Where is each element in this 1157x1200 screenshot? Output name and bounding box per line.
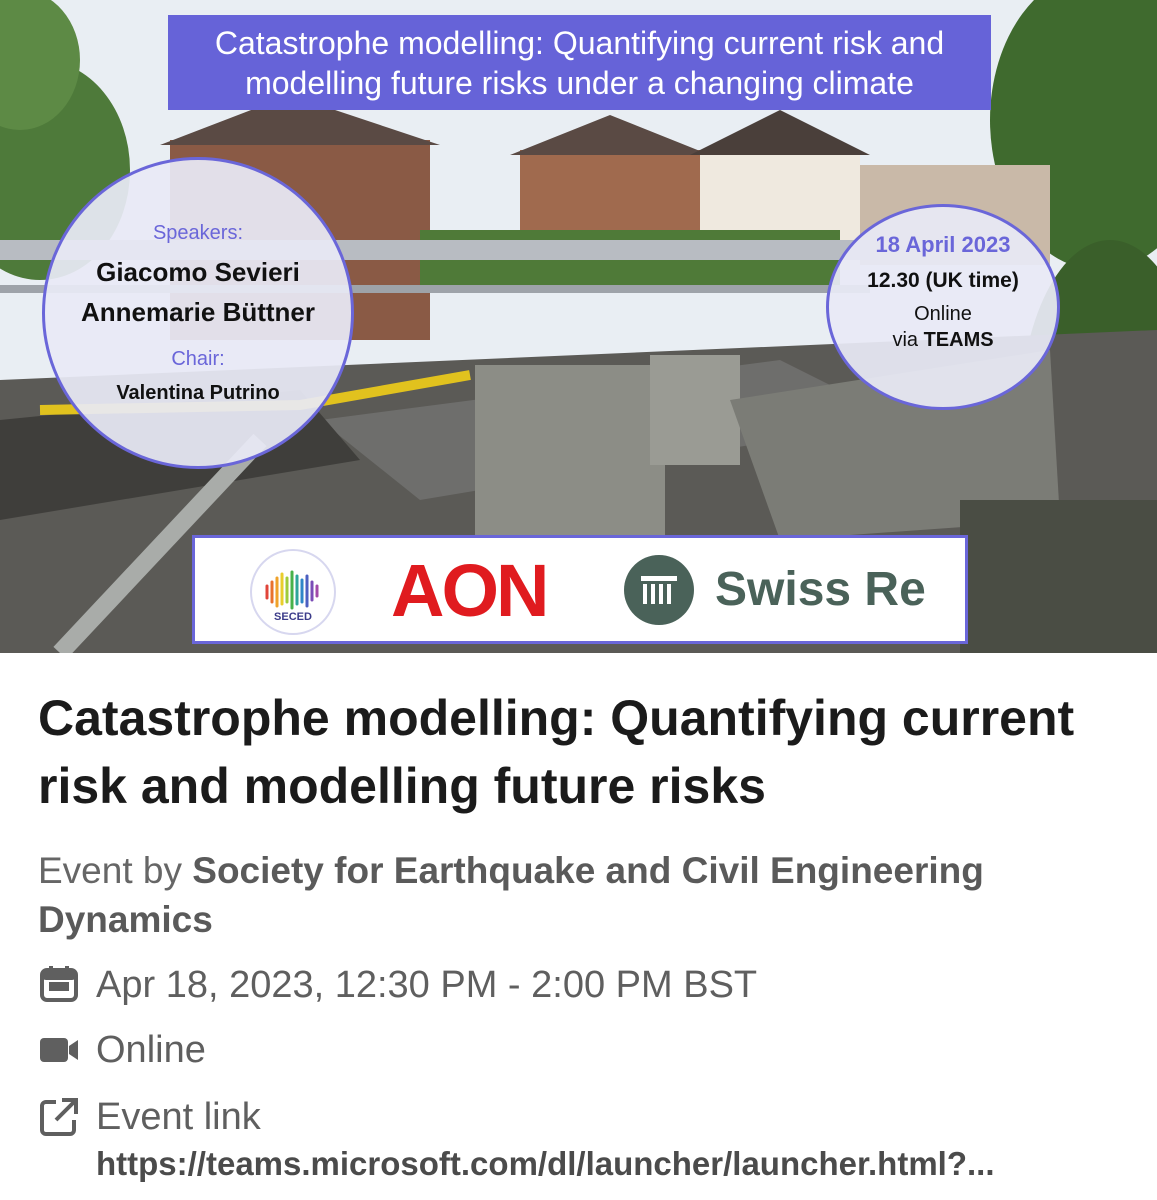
swiss-re-logo: Swiss Re: [715, 563, 926, 616]
date-circle: [826, 204, 1060, 410]
event-organizer-link[interactable]: Society for Earthquake and Civil Engineering Dynamics: [38, 850, 984, 940]
aon-logo: AON: [391, 549, 547, 632]
event-datetime: Apr 18, 2023, 12:30 PM - 2:00 PM BST: [96, 964, 758, 1006]
event-by-prefix: Event by: [38, 850, 193, 891]
event-title: Catastrophe modelling: Quantifying current risk and modelling future risks: [38, 690, 1075, 814]
banner-title-line-2: modelling future risks under a changing climate: [245, 65, 914, 101]
banner-via-prefix: via: [892, 329, 924, 351]
banner-online: Online: [914, 303, 972, 325]
speaker-name-1: Giacomo Sevieri: [96, 257, 300, 287]
swiss-re-pillar-icon: [623, 554, 695, 626]
chair-label: Chair:: [171, 348, 225, 370]
seced-logo-icon: [249, 548, 337, 636]
event-link-label[interactable]: Event link: [96, 1096, 261, 1138]
banner-title-line-1: Catastrophe modelling: Quantifying current risk and: [214, 25, 945, 61]
speaker-name-2: Annemarie Büttner: [80, 297, 316, 327]
event-datetime-row: [38, 962, 757, 1008]
banner-via-platform: TEAMS: [923, 329, 994, 351]
sponsor-logos-box: [192, 535, 968, 644]
external-link-icon: [38, 1096, 80, 1138]
banner-title-box: [168, 15, 991, 110]
event-organizer-line: [38, 846, 1038, 944]
event-location-row: [38, 1027, 206, 1073]
video-camera-icon: [38, 1029, 80, 1071]
chair-name: Valentina Putrino: [116, 382, 280, 404]
speakers-label: Speakers:: [152, 222, 244, 244]
banner-date: 18 April 2023: [875, 232, 1011, 257]
banner-time: 12.30 (UK time): [867, 269, 1019, 292]
seced-logo-text: SECED: [274, 611, 312, 623]
banner-via: [829, 327, 1057, 353]
speakers-circle: [42, 157, 354, 469]
calendar-icon: [38, 964, 80, 1006]
event-location: Online: [96, 1029, 206, 1071]
event-link-url[interactable]: https://teams.microsoft.com/dl/launcher/launcher.html?...: [96, 1145, 995, 1182]
event-link-row[interactable]: [38, 1094, 261, 1140]
